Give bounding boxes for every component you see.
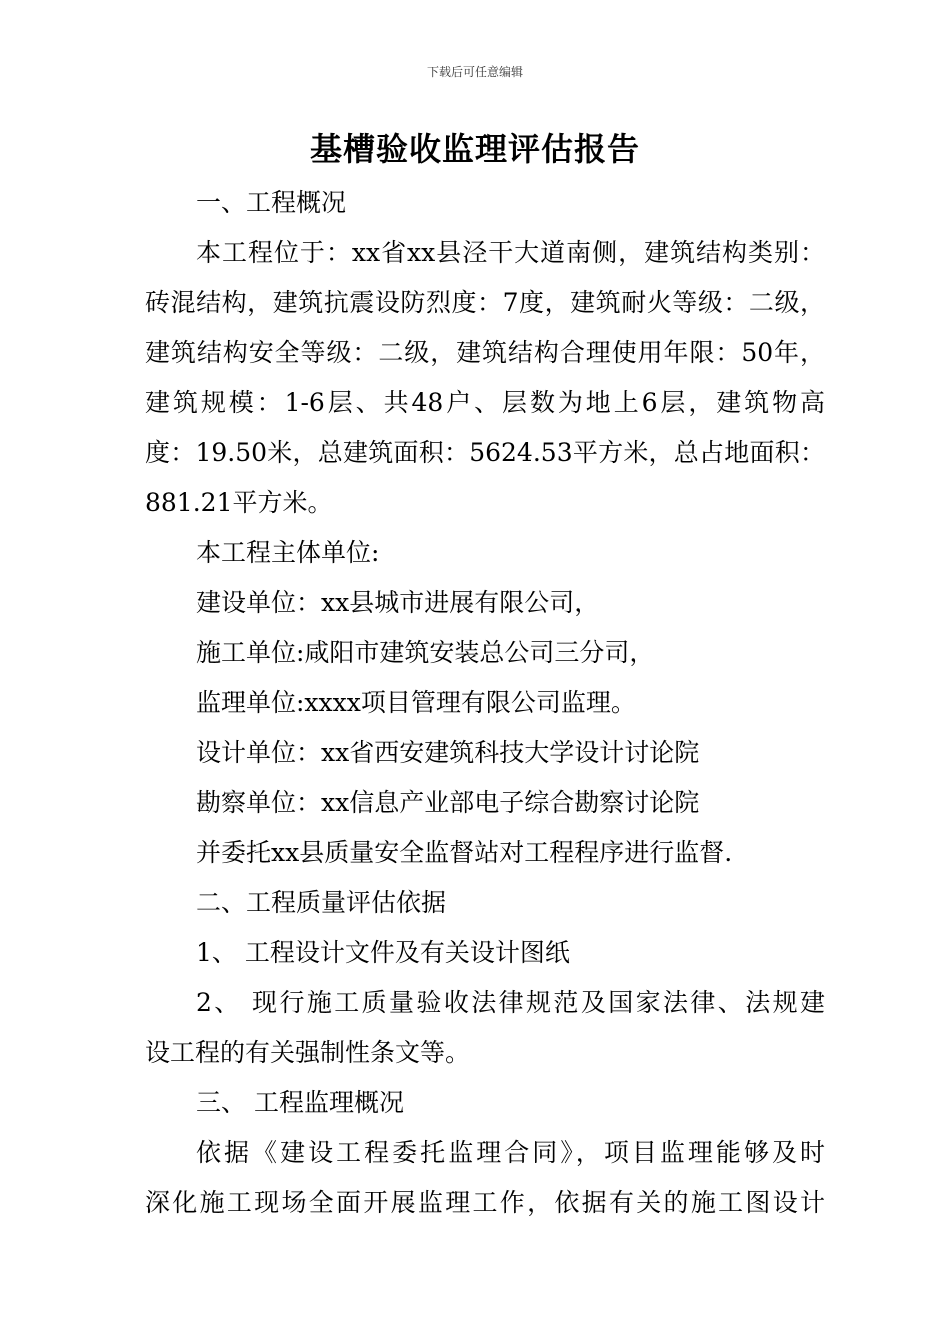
list-item: 2、 现行施工质量验收法律规范及国家法律、法规建	[196, 988, 825, 1017]
unit-line-survey: 勘察单位：xx信息产业部电子综合勘察讨论院	[196, 788, 700, 817]
unit-line-design: 设计单位：xx省西安建筑科技大学设计讨论院	[196, 738, 700, 767]
list-item: 1、 工程设计文件及有关设计图纸	[196, 938, 570, 967]
section-heading-supervision: 三、 工程监理概况	[196, 1088, 404, 1117]
section-heading-basis: 二、工程质量评估依据	[196, 888, 447, 917]
paragraph-line: 深化施工现场全面开展监理工作，依据有关的施工图设计	[145, 1188, 825, 1217]
document-body	[145, 178, 825, 1228]
paragraph-line: 砖混结构，建筑抗震设防烈度：7度，建筑耐火等级：二级，	[145, 288, 825, 317]
paragraph-line: 881.21平方米。	[145, 488, 333, 517]
unit-line-supervisor: 监理单位:xxxx项目管理有限公司监理。	[196, 688, 636, 717]
paragraph-line: 建筑结构安全等级：二级，建筑结构合理使用年限：50年，	[145, 338, 825, 367]
paragraph-line: 建筑规模：1-6层、共48户、层数为地上6层，建筑物高	[145, 388, 825, 417]
header-note: 下载后可任意编辑	[426, 65, 523, 79]
paragraph-line: 设工程的有关强制性条文等。	[145, 1038, 471, 1067]
unit-line-builder: 施工单位:咸阳市建筑安装总公司三分司，	[196, 638, 655, 667]
document-title: 基槽验收监理评估报告	[309, 130, 640, 168]
paragraph-line: 依据《建设工程委托监理合同》，项目监理能够及时	[196, 1138, 825, 1167]
section-heading-overview: 一、工程概况	[196, 188, 347, 217]
paragraph-line: 度：19.50米，总建筑面积：5624.53平方米，总占地面积：	[145, 438, 825, 467]
paragraph-line: 并委托xx县质量安全监督站对工程程序进行监督.	[196, 838, 733, 867]
unit-line-construction: 建设单位：xx县城市进展有限公司，	[196, 588, 600, 617]
paragraph-line: 本工程位于：xx省xx县泾干大道南侧，建筑结构类别：	[196, 238, 825, 267]
paragraph-line: 本工程主体单位:	[196, 538, 380, 567]
